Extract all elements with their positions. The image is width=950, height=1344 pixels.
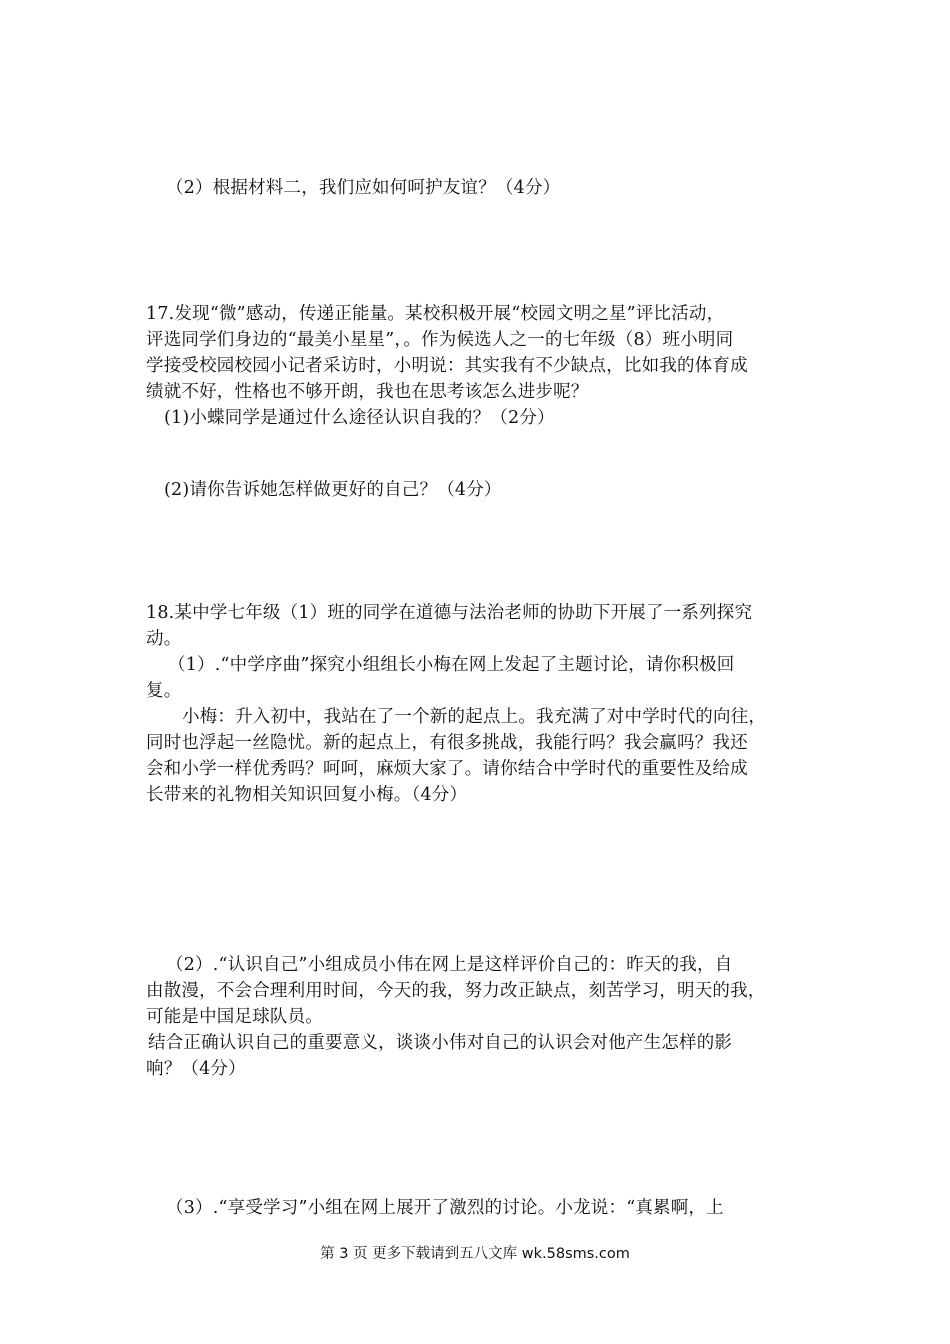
page-footer: 第 3 页 更多下载请到五八文库 wk.58sms.com — [320, 1246, 630, 1262]
q17-line-2: 评选同学们身边的“最美小星星”，。作为候选人之一的七年级（8）班小明同 — [146, 330, 734, 350]
q18-sub2-material-line-2: 由散漫，不会合理利用时间，今天的我，努力改正缺点，刻苦学习，明天的我， — [146, 981, 766, 1001]
q18-sub1-material-line-1: 小梅：升入初中，我站在了一个新的起点上。我充满了对中学时代的向往， — [182, 707, 767, 727]
q18-intro-line-1: 18.某中学七年级（1）班的同学在道德与法治老师的协助下开展了一系列探究 — [146, 603, 753, 623]
q18-sub3: （3）.“享受学习”小组在网上展开了激烈的讨论。小龙说：“真累啊，上 — [166, 1198, 724, 1218]
q18-sub2-question-line-2: 响？（4分） — [146, 1059, 246, 1079]
q17-sub1: (1)小蝶同学是通过什么途径认识自我的？（2分） — [164, 408, 555, 428]
q16-sub2: （2）根据材料二，我们应如何呵护友谊？（4分） — [166, 178, 561, 198]
q18-sub1-material-line-4: 长带来的礼物相关知识回复小梅。（4分） — [146, 785, 468, 805]
q17-line-4: 绩就不好，性格也不够开朗，我也在思考该怎么进步呢？ — [146, 382, 589, 402]
q18-sub2-material-line-1: （2）.“认识自己”小组成员小伟在网上是这样评价自己的：昨天的我，自 — [166, 955, 733, 975]
q18-sub2-question-line-1: 结合正确认识自己的重要意义，谈谈小伟对自己的认识会对他产生怎样的影 — [148, 1033, 733, 1053]
q18-sub1-material-line-2: 同时也浮起一丝隐忧。新的起点上，有很多挑战，我能行吗？我会赢吗？我还 — [146, 733, 748, 753]
q18-intro-line-2: 动。 — [146, 629, 182, 649]
q18-sub1-material-line-3: 会和小学一样优秀吗？呵呵，麻烦大家了。请你结合中学时代的重要性及给成 — [146, 759, 748, 779]
q17-line-1: 17.发现“微”感动，传递正能量。某校积极开展“校园文明之星”评比活动， — [146, 304, 725, 324]
q17-line-3: 学接受校园校园小记者采访时，小明说：其实我有不少缺点，比如我的体育成 — [146, 356, 748, 376]
q17-sub2: (2)请你告诉她怎样做更好的自己？（4分） — [164, 480, 502, 500]
q18-sub2-material-line-3: 可能是中国足球队员。 — [146, 1007, 323, 1027]
q18-sub1-prompt-line-2: 复。 — [146, 681, 182, 701]
q18-sub1-prompt-line-1: （1）.“中学序曲”探究小组组长小梅在网上发起了主题讨论，请你积极回 — [168, 655, 735, 675]
